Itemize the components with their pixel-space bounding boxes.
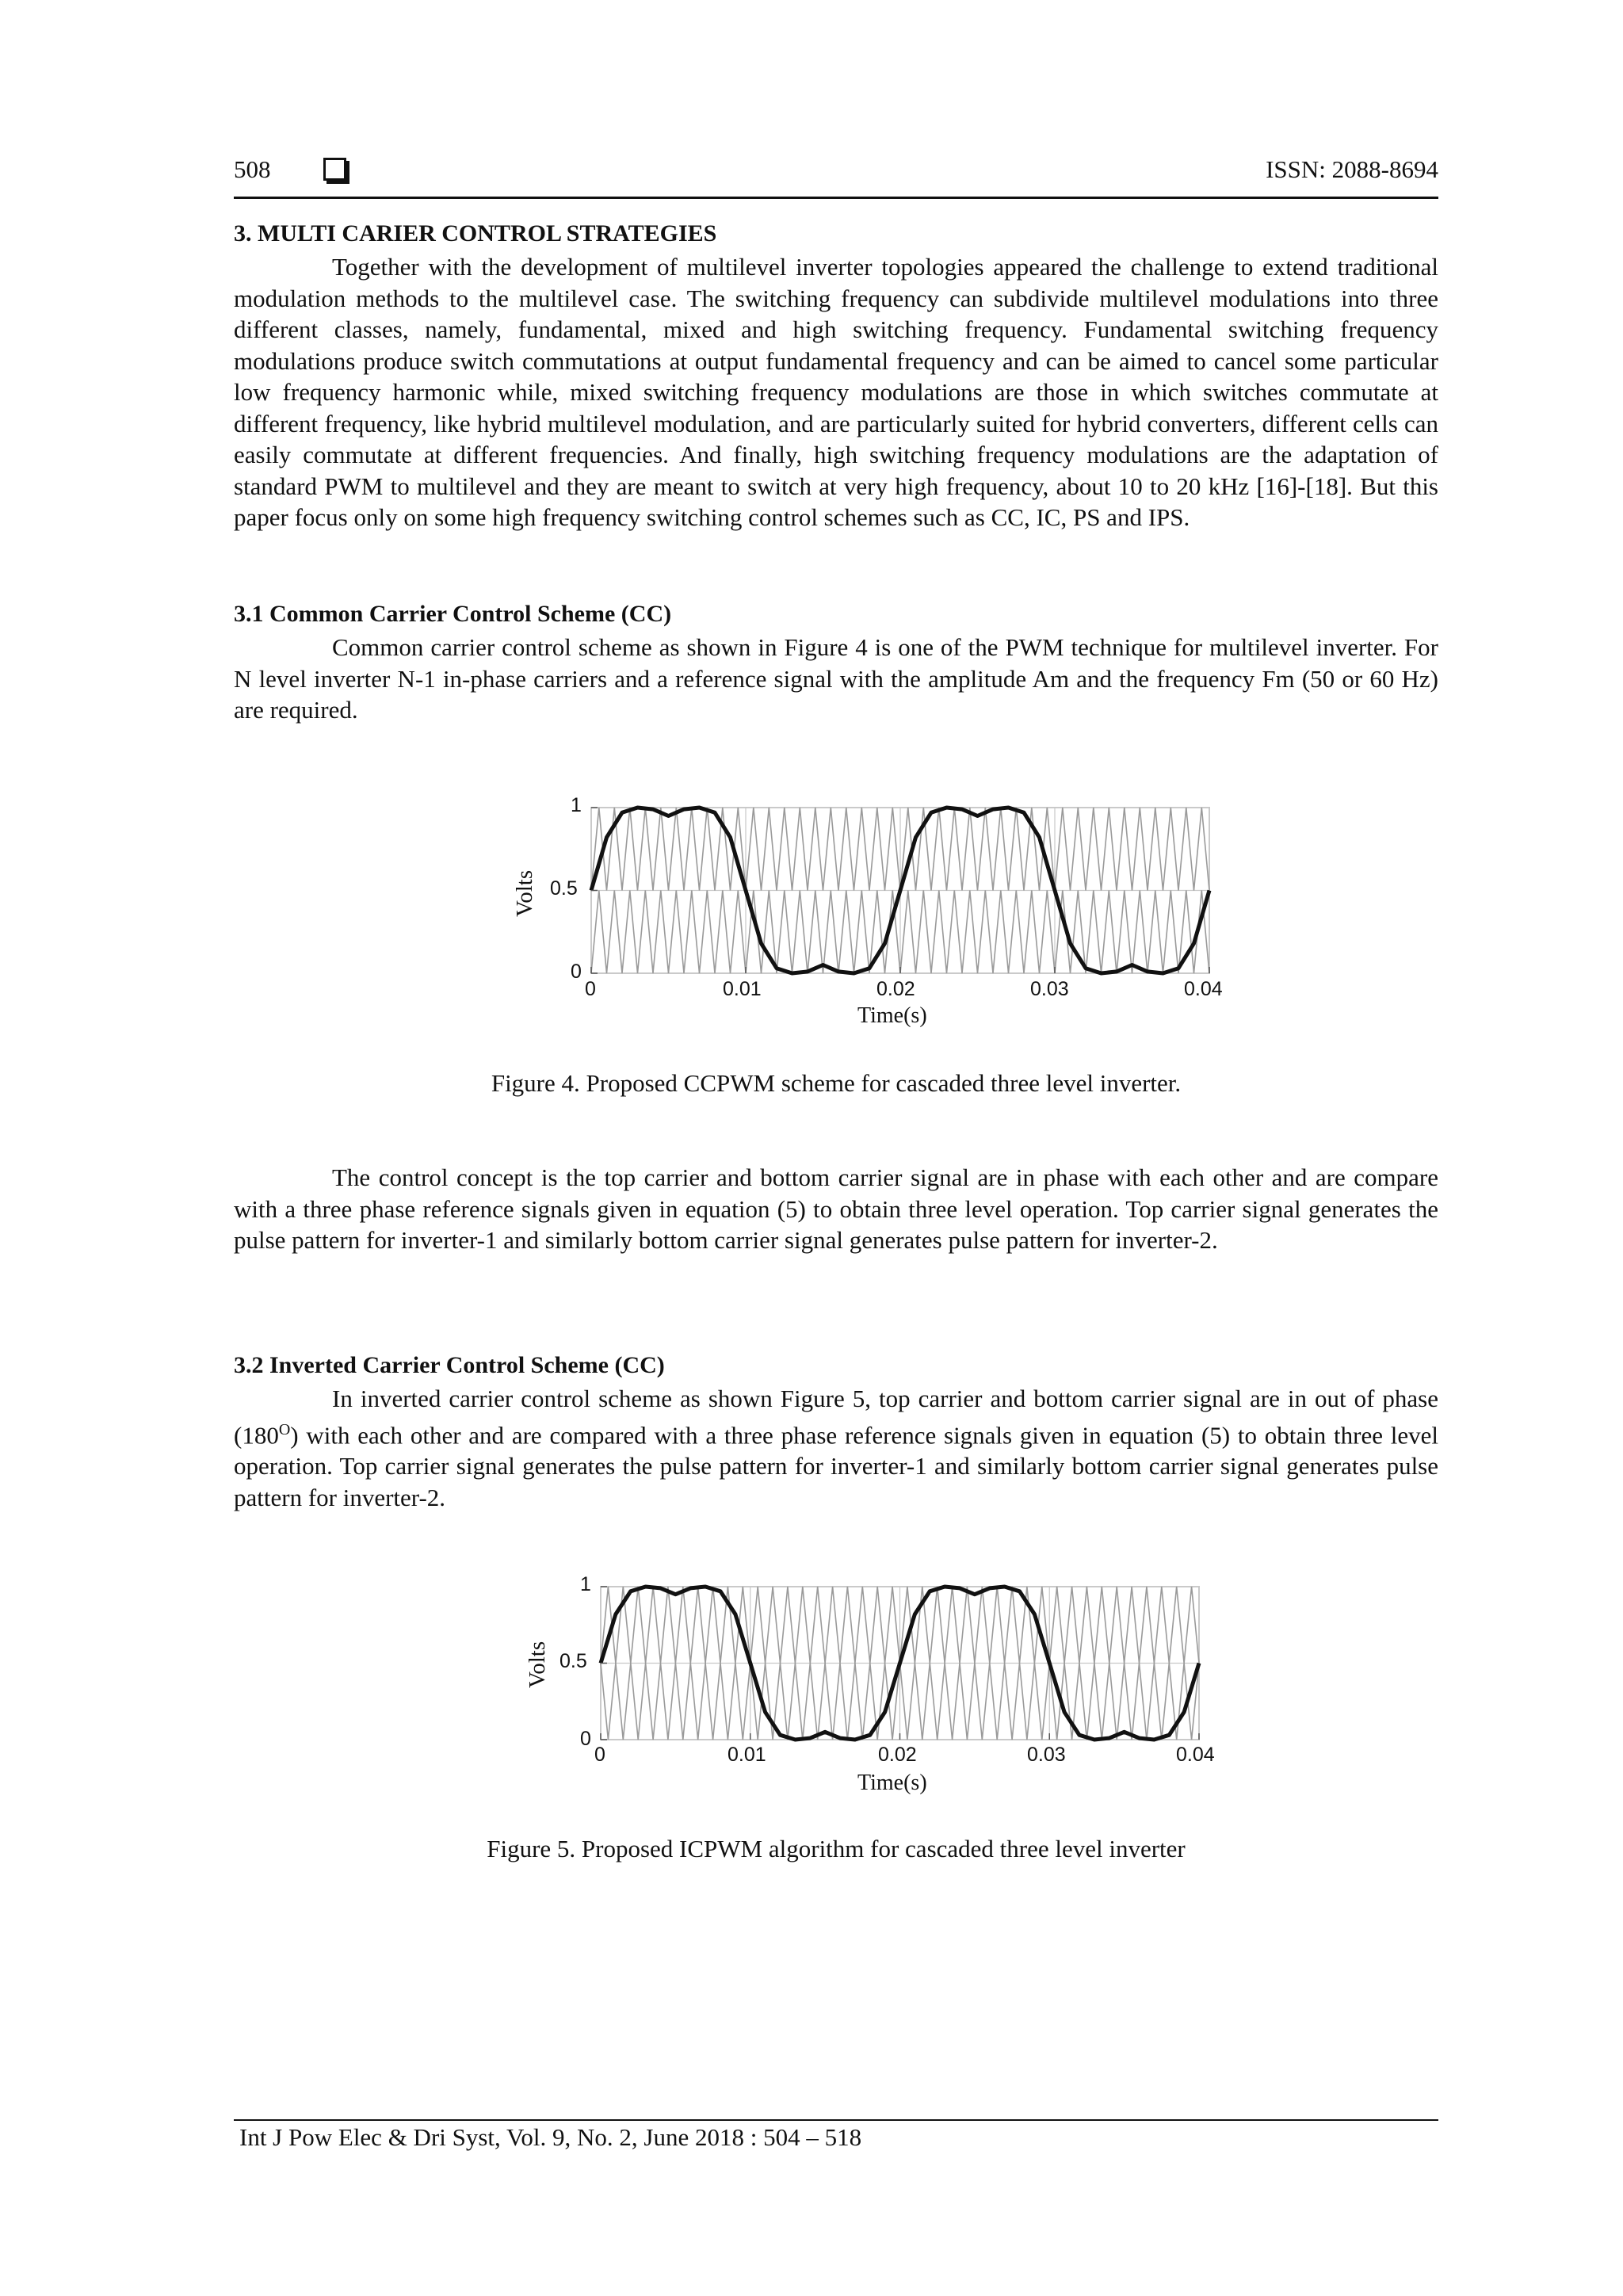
section-3-heading: 3. MULTI CARIER CONTROL STRATEGIES xyxy=(234,220,717,246)
footer-rule xyxy=(234,2119,1438,2121)
figure-4-x-tick-0-04: 0.04 xyxy=(1184,978,1223,1000)
section-3-2-heading: 3.2 Inverted Carrier Control Scheme (CC) xyxy=(234,1352,665,1378)
figure-4-caption: Figure 4. Proposed CCPWM scheme for cascaded three level inverter. xyxy=(491,1069,1182,1097)
section-3-2-text-a: In inverted carrier control scheme as shown Figure 5, top carrier and bottom carrier signal are in out of phase (180 xyxy=(234,1385,1438,1449)
section-3-1-paragraph: Common carrier control scheme as shown in Figure 4 is one of the PWM technique for multilevel inverter. For N level inverter N-1 in-phase carriers and a reference signal with the amplitude Am and the frequency Fm (50 or 60 Hz) are required. xyxy=(234,633,1438,724)
figure-5-x-axis-label: Time(s) xyxy=(857,1771,927,1795)
figure-4-y-axis-label: Volts xyxy=(512,869,537,917)
section-3-paragraph: Together with the development of multilevel inverter topologies appeared the challenge to extend traditional modulation methods to the multilevel case. The switching frequency can subdivide multilevel modulations into three different classes, namely, fundamental, mixed and high switching frequency. Fundamental switching frequency modulations produce switch commutations at output fundamental frequency and can be aimed to cancel some particular low frequency harmonic while, mixed switching frequency modulations are those in which switches commutate at different frequency, like hybrid multilevel modulation, and are particularly suited for hybrid converters, different cells can easily commutate at different frequencies. And finally, high switching frequency modulations are the adaptation of standard PWM to multilevel and they are meant to switch at very high frequency, about 10 to 20 kHz [16]-[18]. But this paper focus only on some high frequency switching control schemes such as CC, IC, PS and IPS. xyxy=(234,253,1438,531)
section-3-2-text-b: ) with each other and are compared with a three phase reference signals given in equation (5) to obtain three level operation. Top carrier signal generates the pulse pattern for inverter-1 and similarly bottom carrier signal generates pulse pattern for inverter-2. xyxy=(234,1420,1438,1511)
degree-superscript: O xyxy=(278,1420,291,1438)
figure-4-x-tick-0-01: 0.01 xyxy=(723,978,762,1000)
section-3-1-paragraph-2: The control concept is the top carrier and bottom carrier signal are in phase with each other and are compare with a three phase reference signals given in equation (5) to obtain three level operation. Top carrier signal generates the pulse pattern for inverter-1 and similarly bottom carrier signal generates pulse pattern for inverter-2. xyxy=(234,1163,1438,1254)
figure-5-x-tick-0-03: 0.03 xyxy=(1027,1744,1066,1766)
figure-5-y-axis-label: Volts xyxy=(525,1641,550,1688)
figure-4-x-axis-label: Time(s) xyxy=(857,1003,927,1028)
issn: ISSN: 2088-8694 xyxy=(1266,155,1438,183)
figure-5-caption: Figure 5. Proposed ICPWM algorithm for cascaded three level inverter xyxy=(487,1835,1186,1862)
figure-4-y-tick-0-5: 0.5 xyxy=(550,877,578,900)
figure-4-y-tick-0: 0 xyxy=(571,961,582,983)
figure-4-x-tick-0-03: 0.03 xyxy=(1030,978,1069,1000)
figure-5-x-tick-0-01: 0.01 xyxy=(727,1744,766,1766)
figure-4-x-tick-0-02: 0.02 xyxy=(876,978,915,1000)
figure-5-y-tick-0: 0 xyxy=(580,1728,591,1750)
footer-citation: Int J Pow Elec & Dri Syst, Vol. 9, No. 2, June 2018 : 504 – 518 xyxy=(239,2123,862,2151)
figure-5-y-tick-1: 1 xyxy=(580,1573,591,1595)
page-number: 508 xyxy=(234,155,271,183)
figure-4-x-tick-0: 0 xyxy=(585,978,596,1000)
figure-5-y-tick-0-5: 0.5 xyxy=(559,1650,587,1672)
figure-5-x-tick-0: 0 xyxy=(594,1744,605,1766)
section-3-1-heading: 3.1 Common Carrier Control Scheme (CC) xyxy=(234,601,672,627)
figure-5-x-tick-0-04: 0.04 xyxy=(1176,1744,1215,1766)
figure-4-y-tick-1: 1 xyxy=(571,794,582,816)
figure-5-x-tick-0-02: 0.02 xyxy=(878,1744,917,1766)
